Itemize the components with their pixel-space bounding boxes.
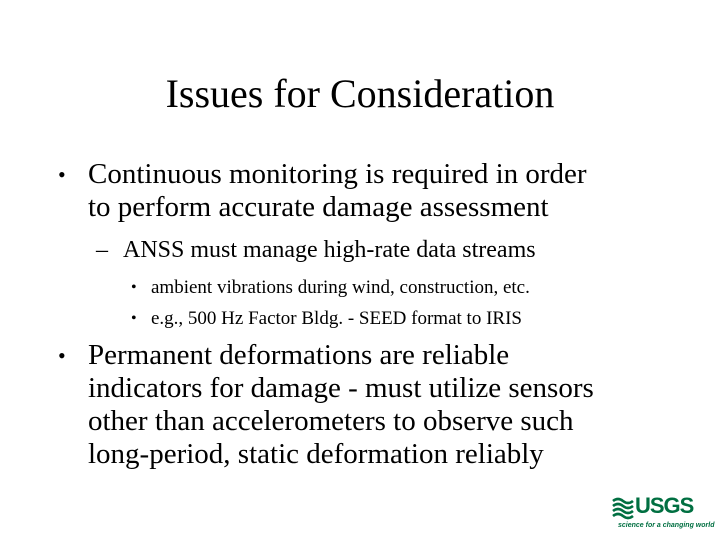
bullet-marker: •: [131, 310, 137, 327]
bullet-permanent-deformations: [58, 339, 594, 471]
sub-bullet-text: ANSS must manage high-rate data streams: [123, 237, 536, 263]
usgs-logo: [612, 493, 715, 536]
dash-marker: –: [96, 237, 108, 263]
usgs-tagline: science for a changing world: [618, 522, 715, 529]
bullet-text: Continuous monitoring is required in order to perform accurate damage assessment: [88, 158, 587, 223]
usgs-wave-icon: [612, 496, 634, 520]
bullet-marker: •: [58, 162, 66, 187]
sub-sub-bullet-factor-bldg: [131, 307, 522, 330]
bullet-marker: •: [58, 343, 66, 368]
sub-sub-bullet-ambient-vibrations: [131, 276, 530, 299]
sub-bullet-anss-streams: [96, 236, 536, 264]
slide-title: Issues for Consideration: [165, 71, 555, 116]
bullet-continuous-monitoring: [58, 158, 587, 224]
usgs-wordmark: USGS: [635, 493, 694, 518]
bullet-marker: •: [131, 279, 137, 296]
sub-sub-bullet-text: e.g., 500 Hz Factor Bldg. - SEED format to IRIS: [151, 308, 522, 329]
sub-sub-bullet-text: ambient vibrations during wind, construction, etc.: [151, 277, 530, 298]
bullet-text: Permanent deformations are reliable indicators for damage - must utilize sensors other than accelerometers to observe such long-period, static deformation reliably: [88, 339, 594, 470]
